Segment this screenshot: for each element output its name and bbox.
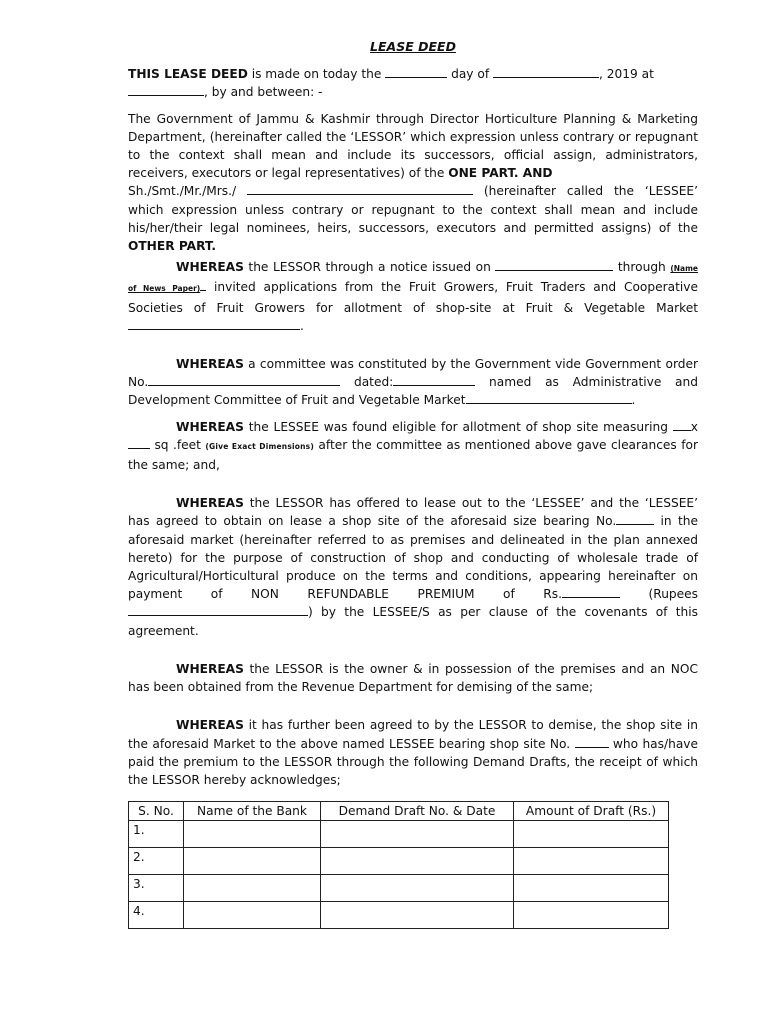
intro-text: day of xyxy=(447,67,494,82)
amount-cell xyxy=(514,902,669,929)
committee-market-blank xyxy=(466,391,632,404)
lessee-name-blank xyxy=(247,182,473,195)
width-blank xyxy=(128,436,150,449)
draft-cell xyxy=(321,902,514,929)
bank-cell xyxy=(184,848,321,875)
lessee-text: Sh./Smt./Mr./Mrs./ xyxy=(128,184,247,199)
newspaper-hint: (Name of News Paper) xyxy=(128,264,698,294)
market-blank xyxy=(128,317,300,330)
whereas-text: a committee was constituted by the Government vide Government order No. xyxy=(128,357,698,390)
whereas-text: ) by the LESSEE/S as per clause of the covenants of this agreement. xyxy=(128,605,698,638)
shop-site-no-blank xyxy=(575,735,609,748)
order-date-blank xyxy=(393,373,475,386)
whereas-offer-paragraph xyxy=(128,494,698,640)
whereas-label: WHEREAS xyxy=(176,357,244,372)
dimensions-hint: (Give Exact Dimensions) xyxy=(205,441,314,451)
whereas-text: (Rupees xyxy=(620,587,699,602)
whereas-eligibility-paragraph xyxy=(128,418,698,475)
whereas-committee-paragraph xyxy=(128,355,698,410)
table-row xyxy=(129,902,669,929)
bank-cell xyxy=(184,875,321,902)
demand-draft-table xyxy=(128,801,669,929)
premium-words-blank xyxy=(128,603,308,616)
amount-cell xyxy=(514,875,669,902)
shop-no-blank xyxy=(616,512,654,525)
whereas-text: sq .feet xyxy=(150,437,206,452)
whereas-text: the LESSOR through a notice issued on xyxy=(243,260,496,275)
whereas-label: WHEREAS xyxy=(176,260,244,275)
table-header-row xyxy=(129,802,669,821)
row-number: 2. xyxy=(129,848,184,875)
table-row xyxy=(129,875,669,902)
whereas-text: invited applications from the Fruit Growers, Fruit Traders and Cooperative Societies of Fruit Growers for allotment of shop-site at Fruit & Vegetable Market xyxy=(128,280,698,315)
intro-text: , 2019 at xyxy=(599,67,654,82)
month-blank xyxy=(493,65,599,78)
whereas-text: who has/have paid the premium to the LESSOR through the following Demand Drafts, the receipt of which the LESSOR hereby acknowledges; xyxy=(128,736,699,787)
notice-date-blank xyxy=(495,258,613,271)
whereas-label: WHEREAS xyxy=(176,718,244,733)
whereas-label: WHEREAS xyxy=(176,496,244,511)
amount-cell xyxy=(514,848,669,875)
whereas-text: after the committee as mentioned above gave clearances for the same; and, xyxy=(128,437,698,473)
intro-lead: THIS LEASE DEED xyxy=(128,67,248,82)
whereas-text: it has further been agreed to by the LESSOR to demise, the shop site in the aforesaid Market to the above named LESSEE bearing shop site No. xyxy=(128,718,698,751)
table-row xyxy=(129,821,669,848)
lease-deed-page xyxy=(128,38,698,929)
whereas-owner-paragraph xyxy=(128,660,698,696)
row-number: 1. xyxy=(129,821,184,848)
intro-text: , by and between: - xyxy=(204,85,323,100)
lessor-text: The Government of Jammu & Kashmir through Director Horticulture Planning & Marketing Department, (hereinafter called the ‘LESSOR’ which expression unless contrary or repugnant to the context shall mean and include its successors, official assign, administrators, receivers, executors or legal representatives) of the xyxy=(128,111,698,181)
row-number: 4. xyxy=(129,902,184,929)
whereas-text: the LESSOR is the owner & in possession of the premises and an NOC has been obtained from the Revenue Department for demising of the same; xyxy=(128,661,698,695)
whereas-text: named as Administrative and Development Committee of Fruit and Vegetable Market xyxy=(128,375,698,408)
lessee-text: (hereinafter called the ‘LESSEE’ which expression unless contrary or repugnant to the context shall mean and include his/her/their legal nominees, heirs, successors, executors and permitted assigns) of the xyxy=(128,184,698,235)
column-header: Demand Draft No. & Date xyxy=(321,802,514,821)
draft-cell xyxy=(321,848,514,875)
whereas-demise-paragraph xyxy=(128,716,698,789)
row-number: 3. xyxy=(129,875,184,902)
whereas-label: WHEREAS xyxy=(176,661,244,676)
intro-paragraph xyxy=(128,65,698,101)
table-row xyxy=(129,848,669,875)
bank-cell xyxy=(184,902,321,929)
column-header: Amount of Draft (Rs.) xyxy=(514,802,669,821)
whereas-text: dated: xyxy=(340,375,394,390)
dimension-separator: x xyxy=(690,419,698,434)
whereas-label: WHEREAS xyxy=(176,419,244,434)
whereas-text: the LESSOR has offered to lease out to the ‘LESSEE’ and the ‘LESSEE’ has agreed to obtain on lease a shop site of the aforesaid size bearing No. xyxy=(128,496,698,529)
column-header: S. No. xyxy=(129,802,184,821)
whereas-text: the LESSEE was found eligible for allotment of shop site measuring xyxy=(243,419,673,434)
premium-amount-blank xyxy=(562,585,620,598)
whereas-text: through xyxy=(613,260,671,275)
order-no-blank xyxy=(148,373,340,386)
lessor-paragraph xyxy=(128,110,698,183)
amount-cell xyxy=(514,821,669,848)
column-header: Name of the Bank xyxy=(184,802,321,821)
whereas-text: . xyxy=(631,393,636,408)
length-blank xyxy=(673,418,691,431)
draft-cell xyxy=(321,821,514,848)
document-title: LEASE DEED xyxy=(370,39,456,54)
one-part-label: ONE PART. AND xyxy=(448,166,553,181)
date-day-blank xyxy=(385,65,447,78)
bank-cell xyxy=(184,821,321,848)
draft-cell xyxy=(321,875,514,902)
whereas-text: . xyxy=(300,318,304,333)
other-part-label: OTHER PART. xyxy=(128,239,216,254)
intro-text: is made on today the xyxy=(247,67,386,82)
whereas-notice-paragraph xyxy=(128,258,698,335)
lessee-paragraph xyxy=(128,182,698,255)
whereas-text: in the aforesaid market (hereinafter referred to as premises and delineated in the plan annexed hereto) for the purpose of construction of shop and conducting of wholesale trade of Agricultural/Horticultural produce on the terms and conditions, appearing hereinafter on payment of NON REFUNDABLE PREMIUM of Rs. xyxy=(128,514,698,602)
place-blank xyxy=(128,83,204,96)
